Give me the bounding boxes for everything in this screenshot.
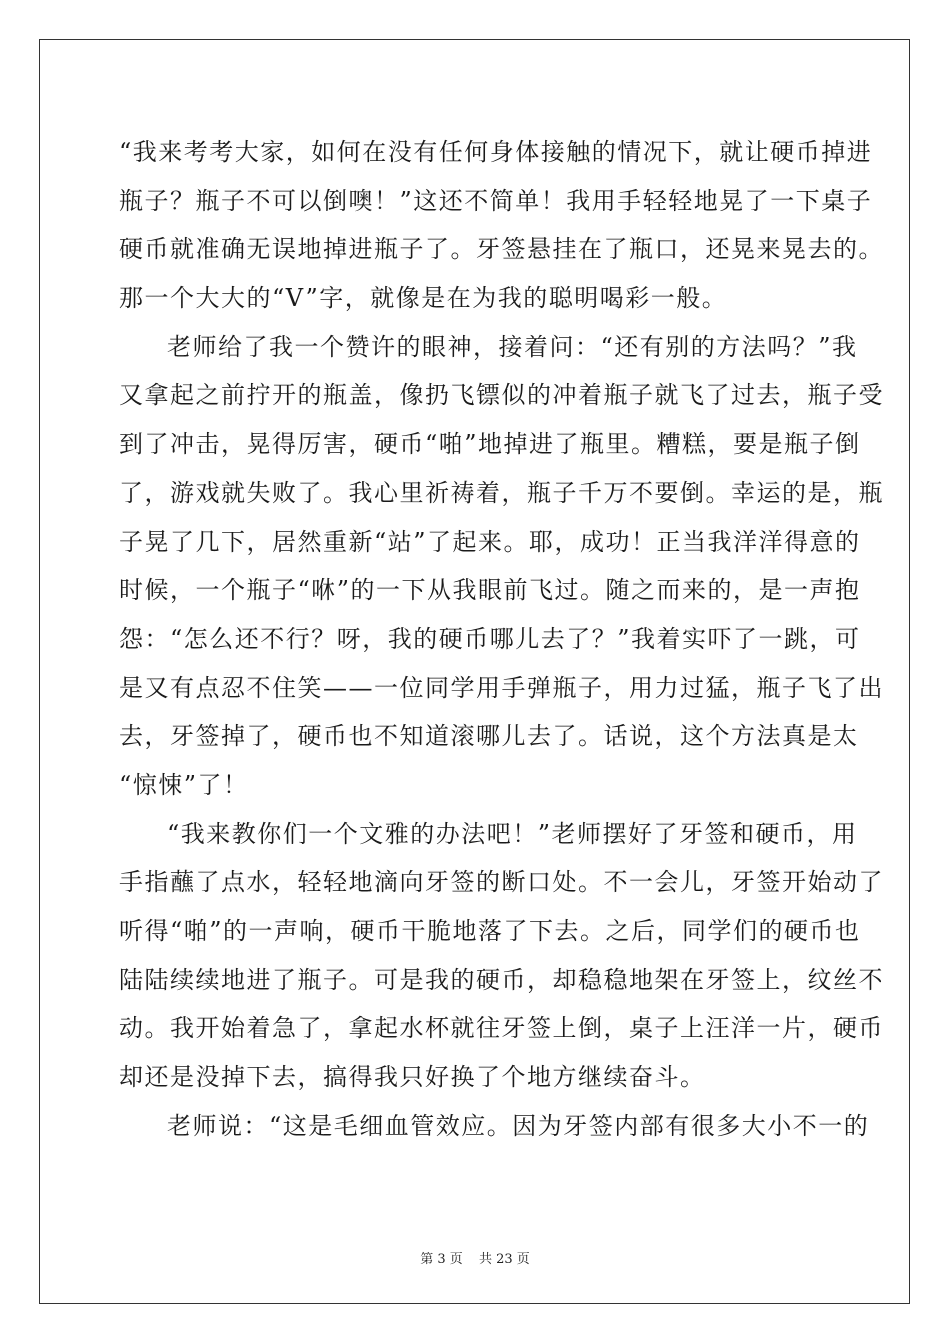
text-line: 动。我开始着急了，拿起水杯就往牙签上倒，桌子上汪洋一片，硬币 (119, 1014, 884, 1043)
text-line: 到了冲击，晃得厉害，硬币“啪”地掉进了瓶里。糟糕，要是瓶子倒 (119, 430, 861, 459)
text-line: 瓶子？瓶子不可以倒噢！”这还不简单！我用手轻轻地晃了一下桌子 (119, 186, 873, 215)
text-line: “惊悚”了！ (119, 770, 249, 799)
text-line: 时候，一个瓶子“咻”的一下从我眼前飞过。随之而来的，是一声抱 (119, 576, 861, 605)
text-line: 那一个大大的“V”字，就像是在为我的聪明喝彩一般。 (119, 284, 728, 313)
text-line: 听得“啪”的一声响，硬币干脆地落了下去。之后，同学们的硬币也 (119, 917, 861, 945)
page-footer (0, 1248, 950, 1267)
text-line: 手指蘸了点水，轻轻地滴向牙签的断口处。不一会儿，牙签开始动了 (119, 868, 884, 897)
text-line: 又拿起之前拧开的瓶盖，像扔飞镖似的冲着瓶子就飞了过去，瓶子受 (119, 381, 884, 410)
text-line: 老师给了我一个赞许的眼神，接着问：“还有别的方法吗？”我 (167, 332, 858, 361)
text-line: 陆陆续续地进了瓶子。可是我的硬币，却稳稳地架在牙签上，纹丝不 (119, 965, 884, 994)
document-body (119, 128, 884, 1150)
text-line: 去，牙签掉了，硬币也不知道滚哪儿去了。话说，这个方法真是太 (119, 722, 859, 751)
text-line: “我来教你们一个文雅的办法吧！”老师摆好了牙签和硬币，用 (167, 819, 858, 848)
text-line: 了，游戏就失败了。我心里祈祷着，瓶子千万不要倒。幸运的是，瓶 (119, 478, 884, 507)
text-line: 老师说：“这是毛细血管效应。因为牙签内部有很多大小不一的 (167, 1111, 870, 1140)
text-line: 硬币就准确无误地掉进瓶子了。牙签悬挂在了瓶口，还晃来晃去的。 (119, 235, 884, 264)
total-pages: 共 23 页 (478, 1252, 530, 1267)
text-line: “我来考考大家，如何在没有任何身体接触的情况下，就让硬币掉进 (119, 138, 873, 166)
text-line: 却还是没掉下去，搞得我只好换了个地方继续奋斗。 (119, 1063, 706, 1092)
text-line: 怨：“怎么还不行？呀，我的硬币哪儿去了？”我着实吓了一跳，可 (119, 624, 861, 653)
text-line: 是又有点忍不住笑——一位同学用手弹瓶子，用力过猛，瓶子飞了出 (119, 673, 884, 702)
text-line: 子晃了几下，居然重新“站”了起来。耶，成功！正当我洋洋得意的 (119, 527, 861, 556)
page-number: 第 3 页 (420, 1252, 463, 1267)
